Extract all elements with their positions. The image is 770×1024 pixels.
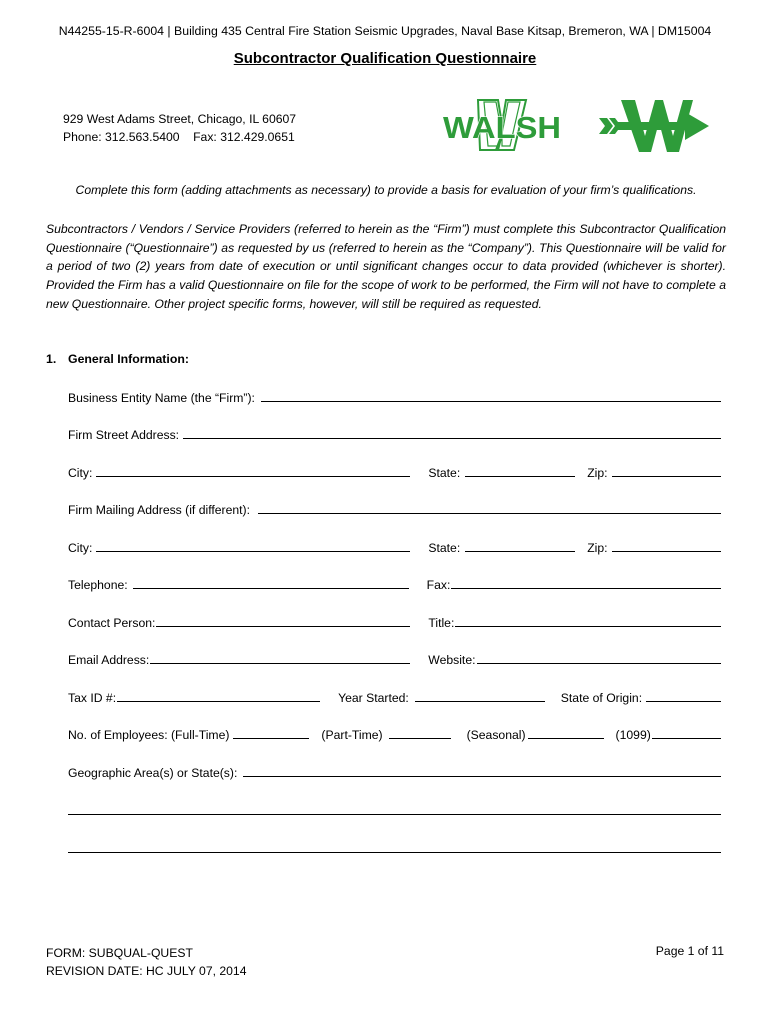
questionnaire-description: Subcontractors / Vendors / Service Providers (referred to herein as the “Firm”) must complete this Subcontractor Qualification Questionnaire (“Questionnaire”) as requested by us (referred to herein as the “Company”). This Questionnaire will be valid for a period of two (2) years from date of execution or until significant changes occur to data provided (whichever is shorter). Provided the Firm has a valid Questionnaire on file for the scope of work to be performed, the Firm will not have to complete a new Questionnaire. Other project specific forms, however, will still be required as requested.: [46, 222, 726, 311]
fax-label: Fax:: [426, 578, 451, 592]
company-address: 929 West Adams Street, Chicago, IL 60607: [63, 112, 297, 126]
form-id: FORM: SUBQUAL-QUEST: [46, 946, 193, 960]
part-time-label: (Part-Time): [321, 728, 383, 742]
mailing-city-state-zip-row: [68, 539, 721, 555]
entity-name-label: Business Entity Name (the “Firm”):: [68, 391, 255, 405]
telephone-label: Telephone:: [68, 578, 128, 592]
fax-field[interactable]: [451, 588, 721, 589]
city-label: City:: [68, 466, 93, 480]
year-started-field[interactable]: [415, 701, 545, 702]
tax-id-label: Tax ID #:: [68, 691, 117, 705]
mailing-zip-label: Zip:: [587, 541, 608, 555]
employees-row: [68, 726, 721, 742]
revision-date: REVISION DATE: HC JULY 07, 2014: [46, 964, 247, 978]
company-contact-block: [63, 110, 296, 146]
tax-year-origin-row: [68, 689, 721, 705]
mailing-city-field[interactable]: [96, 551, 410, 552]
geo-continuation-line-1[interactable]: [68, 814, 721, 815]
walsh-wordmark: WALSH: [443, 110, 561, 145]
mailing-label: Firm Mailing Address (if different):: [68, 503, 250, 517]
section-heading: [46, 352, 189, 366]
website-field[interactable]: [477, 663, 722, 664]
zip-field[interactable]: [612, 476, 721, 477]
mailing-state-label: State:: [428, 541, 461, 555]
state-label: State:: [428, 466, 461, 480]
contract-1099-field[interactable]: [652, 738, 721, 739]
company-phone-fax: Phone: 312.563.5400 Fax: 312.429.0651: [63, 130, 295, 144]
section-number: 1.: [46, 352, 57, 366]
state-origin-field[interactable]: [646, 701, 721, 702]
geo-row: [68, 764, 721, 780]
year-started-label: Year Started:: [338, 691, 409, 705]
phone-fax-row: [68, 576, 721, 592]
mailing-zip-field[interactable]: [612, 551, 721, 552]
website-label: Website:: [428, 653, 476, 667]
tax-id-field[interactable]: [117, 701, 320, 702]
employees-full-time-label: No. of Employees: (Full-Time): [68, 728, 230, 742]
email-website-row: [68, 651, 721, 667]
state-field[interactable]: [465, 476, 575, 477]
contact-title-row: [68, 614, 721, 630]
mailing-row: [68, 501, 721, 517]
city-state-zip-row: [68, 464, 721, 480]
entity-name-row: [68, 389, 721, 405]
page-title: Subcontractor Qualification Questionnaire: [233, 50, 537, 67]
mailing-state-field[interactable]: [465, 551, 575, 552]
geo-label: Geographic Area(s) or State(s):: [68, 766, 238, 780]
seasonal-field[interactable]: [528, 738, 604, 739]
geo-field[interactable]: [243, 776, 721, 777]
contract-1099-label: (1099): [615, 728, 651, 742]
page-number: Page 1 of 11: [655, 944, 724, 958]
seasonal-label: (Seasonal): [466, 728, 526, 742]
telephone-field[interactable]: [133, 588, 409, 589]
title-label: Title:: [428, 616, 455, 630]
mailing-city-label: City:: [68, 541, 93, 555]
city-field[interactable]: [96, 476, 410, 477]
entity-name-field[interactable]: [261, 401, 721, 402]
form-footer: [46, 944, 247, 980]
zip-label: Zip:: [587, 466, 608, 480]
full-time-field[interactable]: [233, 738, 309, 739]
email-field[interactable]: [150, 663, 410, 664]
state-origin-label: State of Origin:: [560, 691, 643, 705]
geo-continuation-line-2[interactable]: [68, 852, 721, 853]
title-field[interactable]: [455, 626, 721, 627]
mailing-field[interactable]: [258, 513, 721, 514]
street-row: [68, 426, 721, 442]
walsh-logo: [440, 94, 564, 154]
section-title: General Information:: [68, 352, 189, 366]
intro-instruction: Complete this form (adding attachments as necessary) to provide a basis for evaluation of your firm’s qualifications.: [75, 183, 697, 197]
contact-field[interactable]: [156, 626, 410, 627]
arrow-w-emblem-icon: [597, 96, 713, 154]
contact-label: Contact Person:: [68, 616, 156, 630]
part-time-field[interactable]: [389, 738, 451, 739]
email-label: Email Address:: [68, 653, 150, 667]
project-header: N44255-15-R-6004 | Building 435 Central Fire Station Seismic Upgrades, Naval Base Kitsap, Bremeron, WA | DM15004: [58, 24, 712, 38]
street-field[interactable]: [183, 438, 721, 439]
street-label: Firm Street Address:: [68, 428, 180, 442]
